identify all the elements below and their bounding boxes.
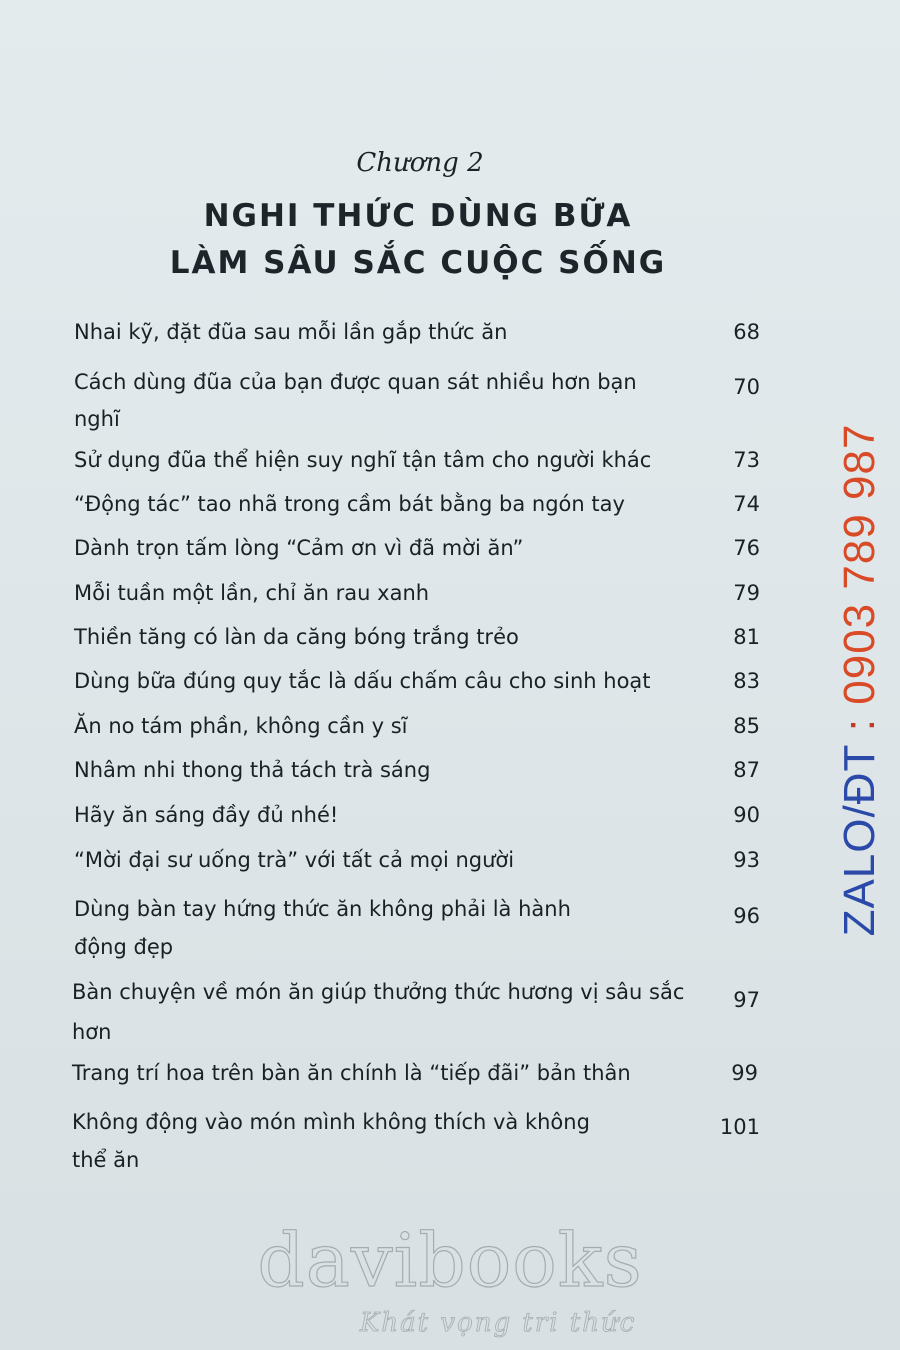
toc-entry-page: 90: [733, 803, 760, 827]
chapter-label: Chương 2: [356, 148, 484, 178]
toc-entry: [72, 972, 692, 1052]
toc-entry-text: Dành trọn tấm lòng “Cảm ơn vì đã mời ăn”: [74, 536, 524, 560]
toc-entry: [74, 846, 760, 874]
toc-entry-page: 74: [733, 492, 760, 516]
toc-entry-text: Trang trí hoa trên bàn ăn chính là “tiếp đãi” bản thân: [72, 1061, 631, 1085]
toc-entry: [72, 1103, 612, 1179]
toc-entry-text: Bàn chuyện về món ăn giúp thưởng thức hương vị sâu sắc hơn: [72, 980, 685, 1044]
toc-entry: [74, 534, 760, 562]
toc-entry-page: 85: [733, 714, 760, 738]
toc-entry-text: Nhai kỹ, đặt đũa sau mỗi lần gắp thức ăn: [74, 320, 508, 344]
toc-entry-page: 96: [733, 904, 760, 928]
toc-entry-page: 83: [733, 669, 760, 693]
toc-entry-text: Dùng bữa đúng quy tắc là dấu chấm câu cho sinh hoạt: [74, 669, 651, 693]
chapter-title-line-1: NGHI THỨC DÙNG BỮA: [203, 198, 633, 234]
toc-entry-page: 87: [733, 758, 760, 782]
contact-phone: 0903 789 987: [835, 423, 884, 705]
toc-entry-page: 76: [733, 536, 760, 560]
toc-entry-page: 81: [733, 625, 760, 649]
toc-entry: [74, 579, 760, 607]
contact-separator: :: [835, 704, 884, 745]
toc-entry-page: 73: [733, 448, 760, 472]
contact-label: ZALO/ĐT: [835, 744, 884, 937]
toc-entry: [74, 490, 760, 518]
toc-entry-text: Ăn no tám phần, không cần y sĩ: [74, 714, 408, 738]
toc-entry-page: 93: [733, 848, 760, 872]
toc-entry-text: Nhâm nhi thong thả tách trà sáng: [74, 758, 431, 782]
toc-entry: [74, 712, 760, 740]
toc-entry: [74, 623, 760, 651]
toc-entry-page: 97: [733, 988, 760, 1012]
brand-watermark: davibooks: [257, 1218, 643, 1304]
toc-entry-text: “Mời đại sư uống trà” với tất cả mọi người: [74, 848, 515, 872]
toc-entry-text: Cách dùng đũa của bạn được quan sát nhiều hơn bạn nghĩ: [74, 370, 637, 431]
toc-entry-page: 79: [733, 581, 760, 605]
toc-entry-text: Dùng bàn tay hứng thức ăn không phải là hành động đẹp: [74, 897, 571, 959]
toc-entry-text: “Động tác” tao nhã trong cầm bát bằng ba ngón tay: [74, 492, 625, 516]
toc-entry-page: 68: [733, 320, 760, 344]
toc-entry: [74, 667, 760, 695]
toc-entry: [74, 318, 760, 346]
toc-entry-page: 99: [731, 1061, 758, 1085]
toc-entry-text: Mỗi tuần một lần, chỉ ăn rau xanh: [74, 581, 430, 605]
toc-entry-text: Hãy ăn sáng đầy đủ nhé!: [74, 803, 339, 827]
toc-entry: [74, 364, 674, 438]
toc-entry: [72, 1059, 758, 1087]
contact-watermark: [835, 424, 885, 937]
toc-entry: [74, 890, 594, 966]
toc-entry-text: Thiền tăng có làn da căng bóng trắng trẻo: [74, 625, 519, 649]
toc-entry: [74, 801, 760, 829]
toc-entry-text: Sử dụng đũa thể hiện suy nghĩ tận tâm cho người khác: [74, 448, 652, 472]
toc-entry-text: Không động vào món mình không thích và không thể ăn: [72, 1110, 590, 1172]
toc-entry-page: 101: [719, 1115, 760, 1139]
slogan-watermark: Khát vọng tri thức: [360, 1308, 637, 1338]
toc-entry: [74, 446, 760, 474]
toc-entry-page: 70: [733, 375, 760, 399]
chapter-title-line-2: LÀM SÂU SẮC CUỘC SỐNG: [169, 245, 667, 281]
toc-entry: [74, 756, 760, 784]
